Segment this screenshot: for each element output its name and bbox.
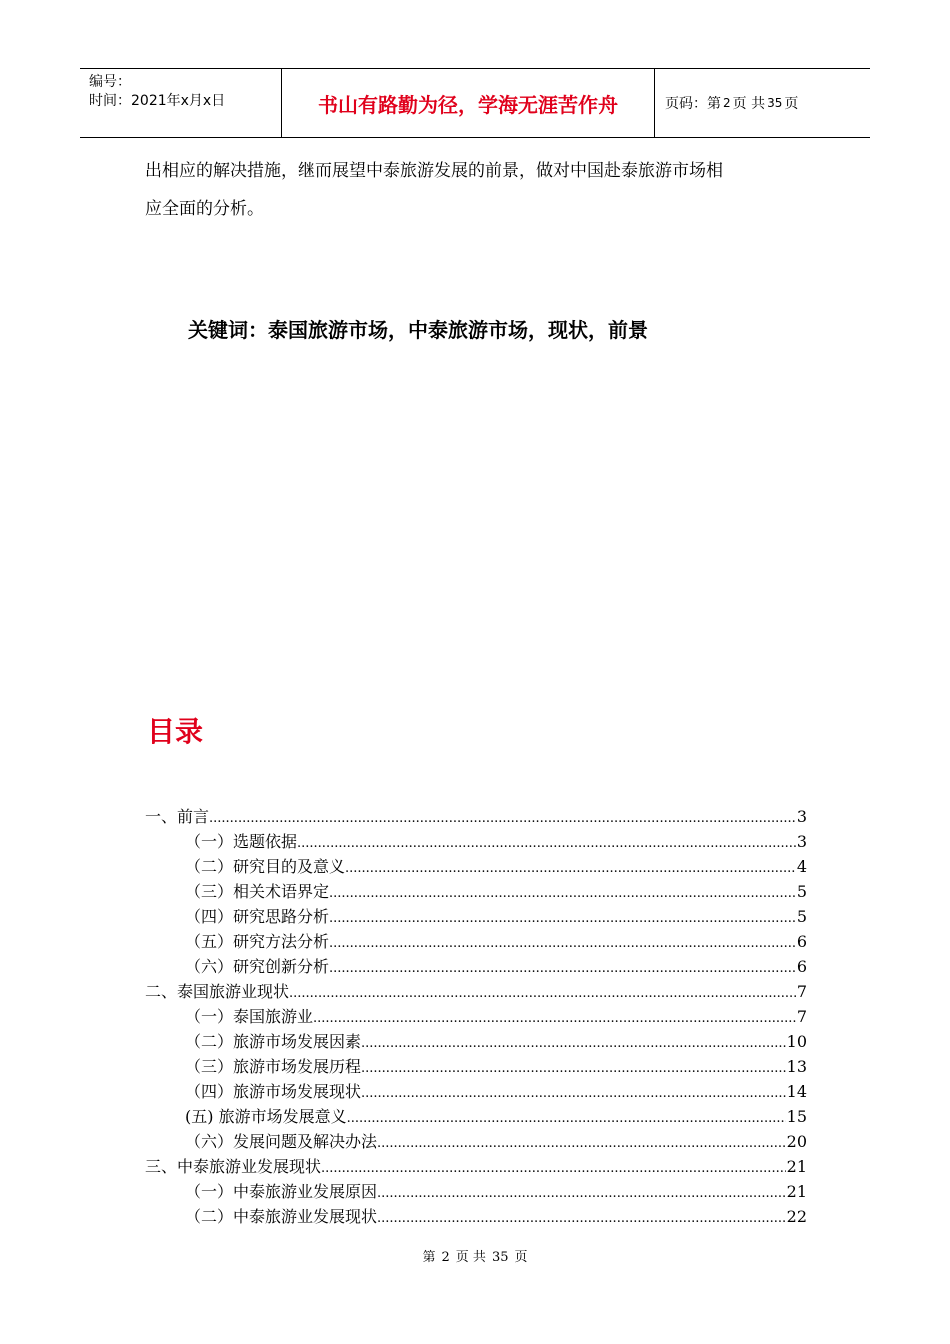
- toc-item[interactable]: [145, 1079, 807, 1104]
- paragraph-line: 出相应的解决措施，继而展望中泰旅游发展的前景，做对中国赴泰旅游市场相: [145, 161, 723, 181]
- footer-page-total: 35: [491, 1250, 509, 1265]
- header-page-current: 2: [723, 96, 731, 110]
- header-page-total: 35: [767, 96, 783, 110]
- header-motto: 书山有路勤为径，学海无涯苦作舟: [282, 69, 655, 137]
- header-page-prefix: 页码：第: [665, 96, 721, 112]
- toc-item[interactable]: [145, 879, 807, 904]
- toc-leader-dots: [329, 936, 796, 951]
- toc-leader-dots: [297, 836, 796, 851]
- toc-item-page: 14: [786, 1082, 807, 1101]
- toc-item-text: （三）旅游市场发展历程: [185, 1057, 362, 1076]
- toc-item[interactable]: [145, 804, 807, 829]
- toc-leader-dots: [361, 1061, 786, 1076]
- toc-leader-dots: [313, 1011, 796, 1026]
- toc-item-text: 一、前言: [145, 807, 210, 826]
- toc-item-page: 7: [796, 1007, 807, 1026]
- keywords-line: 关键词：泰国旅游市场，中泰旅游市场，现状，前景: [188, 318, 648, 342]
- document-number-label: 编号：: [89, 74, 131, 90]
- toc-item-text: （四）研究思路分析: [185, 907, 330, 926]
- footer-page-current: 2: [441, 1250, 450, 1265]
- header-page-mid: 页 共: [732, 96, 766, 112]
- toc-item[interactable]: [145, 929, 807, 954]
- toc-item-page: 5: [796, 882, 807, 901]
- toc-item-page: 3: [796, 807, 807, 826]
- toc-title: 目录: [147, 715, 204, 748]
- toc-leader-dots: [361, 1036, 786, 1051]
- toc-item-text: （四）旅游市场发展现状: [185, 1082, 362, 1101]
- toc-item[interactable]: [145, 979, 807, 1004]
- toc-item-text: (五) 旅游市场发展意义: [185, 1107, 347, 1126]
- toc-item-text: （二）中泰旅游业发展现状: [185, 1207, 378, 1226]
- body-paragraph: [145, 152, 805, 228]
- toc-item-text: （一）中泰旅游业发展原因: [185, 1182, 378, 1201]
- toc-leader-dots: [377, 1211, 786, 1226]
- footer-suffix: 页: [514, 1250, 528, 1265]
- table-of-contents: [145, 804, 807, 1229]
- toc-item-page: 4: [796, 857, 807, 876]
- footer-mid: 页 共: [455, 1250, 486, 1265]
- toc-item-page: 21: [786, 1157, 807, 1176]
- toc-item[interactable]: [145, 904, 807, 929]
- page-header: [80, 68, 870, 138]
- toc-item-text: （五）研究方法分析: [185, 932, 330, 951]
- toc-item[interactable]: [145, 1029, 807, 1054]
- toc-item-page: 5: [796, 907, 807, 926]
- toc-item-text: （二）研究目的及意义: [185, 857, 346, 876]
- toc-item[interactable]: [145, 1054, 807, 1079]
- toc-item-page: 10: [786, 1032, 807, 1051]
- header-meta: [80, 69, 282, 137]
- toc-item-text: （六）发展问题及解决办法: [185, 1132, 378, 1151]
- toc-item-page: 13: [786, 1057, 807, 1076]
- toc-leader-dots: [377, 1186, 786, 1201]
- toc-item-page: 7: [796, 982, 807, 1001]
- toc-leader-dots: [329, 961, 796, 976]
- toc-item-page: 22: [786, 1207, 807, 1226]
- toc-leader-dots: [329, 911, 796, 926]
- toc-item-text: （一）选题依据: [185, 832, 298, 851]
- toc-item-page: 15: [786, 1107, 807, 1126]
- toc-item-text: 三、中泰旅游业发展现状: [145, 1157, 322, 1176]
- toc-item[interactable]: [145, 1129, 807, 1154]
- footer-prefix: 第: [422, 1250, 436, 1265]
- toc-leader-dots: [361, 1086, 786, 1101]
- toc-leader-dots: [377, 1136, 786, 1151]
- toc-leader-dots: [289, 986, 796, 1001]
- toc-leader-dots: [347, 1111, 786, 1126]
- toc-item-page: 21: [786, 1182, 807, 1201]
- toc-leader-dots: [209, 811, 796, 826]
- toc-leader-dots: [321, 1161, 786, 1176]
- toc-item[interactable]: [145, 1104, 807, 1129]
- header-page-info: [655, 69, 870, 137]
- toc-item-text: （一）泰国旅游业: [185, 1007, 314, 1026]
- paragraph-line: 应全面的分析。: [145, 199, 264, 219]
- toc-item[interactable]: [145, 954, 807, 979]
- toc-item-text: （三）相关术语界定: [185, 882, 330, 901]
- toc-item[interactable]: [145, 829, 807, 854]
- toc-item-page: 20: [786, 1132, 807, 1151]
- toc-item-page: 3: [796, 832, 807, 851]
- toc-item-page: 6: [796, 957, 807, 976]
- toc-item[interactable]: [145, 854, 807, 879]
- document-time-label: 时间：2021年x月x日: [89, 93, 226, 109]
- toc-item[interactable]: [145, 1204, 807, 1229]
- header-page-suffix: 页: [784, 96, 799, 112]
- toc-item[interactable]: [145, 1154, 807, 1179]
- toc-leader-dots: [329, 886, 796, 901]
- page-footer: [0, 1246, 950, 1265]
- toc-item-text: 二、泰国旅游业现状: [145, 982, 290, 1001]
- toc-item-page: 6: [796, 932, 807, 951]
- toc-leader-dots: [345, 861, 796, 876]
- toc-item-text: （六）研究创新分析: [185, 957, 330, 976]
- toc-item[interactable]: [145, 1004, 807, 1029]
- toc-item-text: （二）旅游市场发展因素: [185, 1032, 362, 1051]
- toc-item[interactable]: [145, 1179, 807, 1204]
